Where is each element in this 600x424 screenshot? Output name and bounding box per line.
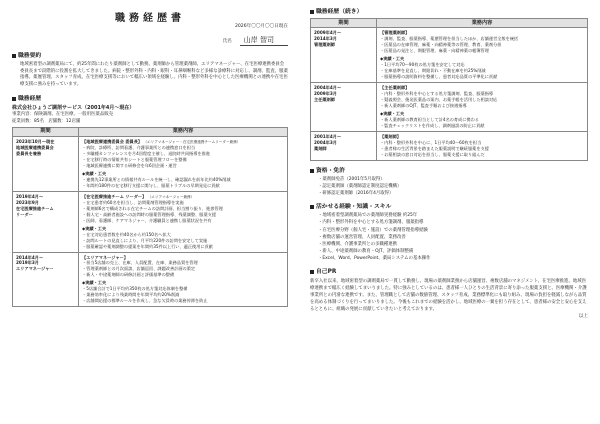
skills-heading-text: 活かせる経験・知識・スキル — [316, 204, 392, 211]
employees-line: 従業員数：85名 店舗数：12店舗 — [12, 118, 81, 124]
achievement-item: ・連携先12事業所との情報共有ルールを統一し、確認漏れを前年比約40%削減 — [82, 176, 231, 182]
achievement-heading: ◆実績・工夫 — [82, 170, 107, 176]
period-line: 在宅医療推進チーム — [16, 205, 54, 211]
col-content: 業務内容 — [377, 19, 588, 28]
duty-item: ・疑義照会、後発医薬品の案内、お薬手帳を活用した相談対応 — [380, 96, 498, 102]
name-row — [12, 35, 288, 46]
duty-item: ・新人・中途薬剤師の研修計画と評価基準の整備 — [82, 272, 175, 278]
pr-heading — [310, 268, 588, 276]
duty-item: ・調剤、監査、服薬指導、薬歴管理を担当したほか、店舗運営全般を統括 — [380, 36, 519, 42]
content-cell — [377, 83, 588, 132]
period-line: エリアマネージャー — [16, 266, 54, 272]
duty-item: ・医薬品の発注と、期限管理、麻薬・向精神薬の帳簿管理 — [380, 48, 489, 54]
duty-item: ・担当5店舗の売上、在庫、人員配置、在庫、業務品質を管理 — [82, 260, 198, 266]
col-period: 期間 — [13, 128, 79, 137]
period-line: 2014年4月～ — [16, 254, 44, 260]
summary-heading — [12, 52, 288, 60]
period-line: 2023年9月 — [16, 199, 39, 205]
role-subtitle: （エリアマネージャー・在宅医療連携チームリーダー兼務） — [143, 140, 241, 145]
duty-item: ・患者様の生活背景を踏まえた服薬説明で継続服薬を支援 — [380, 145, 489, 151]
role-title: 【地域医療連携委員会 委員長】 — [82, 139, 143, 145]
period-cell — [13, 252, 79, 307]
period-line: 2004年4月～ — [314, 85, 342, 91]
list-item: ・研修認定薬剤師（2016年4月取得） — [318, 190, 394, 196]
duty-item: ・新人薬剤師のOJT、監査手順および接遇指導 — [380, 102, 467, 108]
square-bullet-icon — [310, 205, 314, 209]
content-cell — [79, 252, 288, 307]
achievement-item: ・5店舗合計で1日平均約350枚の処方箋対応体制を整備 — [82, 286, 188, 292]
achievement-item: ・業務効率化により残業時間を年間平均約20%削減 — [82, 292, 180, 298]
period-line: 2009年4月～ — [314, 30, 342, 36]
table-row — [311, 131, 588, 160]
name-label: 氏名 — [222, 38, 232, 44]
skills-list — [310, 212, 588, 261]
history-heading — [12, 95, 288, 103]
content-cell — [377, 28, 588, 83]
square-bullet-icon — [310, 169, 314, 173]
period-line: 2019年4月～ — [16, 193, 44, 199]
career-table-2 — [310, 18, 588, 160]
page-title: 職務経歴書 — [115, 13, 185, 24]
duty-item: ・内科・整形外科を中心とする処方箋調剤、監査、服薬指導 — [380, 90, 494, 96]
period-cell — [13, 137, 79, 192]
square-bullet-icon — [310, 10, 314, 14]
career-table-1 — [12, 127, 288, 307]
company-name: 株式会社ひょうご調剤サービス（2001年4月～現在） — [12, 105, 135, 112]
achievement-heading: ◆実績・工夫 — [380, 56, 405, 62]
content-cell — [377, 131, 588, 160]
table-row — [13, 191, 288, 252]
period-line: 2014年3月 — [314, 36, 337, 42]
period-cell — [311, 28, 377, 83]
achievement-heading: ◆実績・工夫 — [380, 110, 405, 116]
col-period: 期間 — [311, 19, 377, 28]
period-line: 2009年3月 — [314, 90, 337, 96]
role-title: 【主任薬剤師】 — [380, 85, 410, 91]
period-line: 2023年10月～現在 — [16, 139, 55, 145]
period-cell — [311, 83, 377, 132]
list-item: ・内科・整形外科を中心とする処方箋調剤、服薬指導 — [318, 220, 424, 226]
achievement-item: ・在宅対応患者数を約40名から約150名へ拡大 — [82, 231, 171, 237]
duty-item: ・個人宅・高齢者施設への訪問時の服薬管理指導、残薬調整、服薬支援 — [82, 211, 217, 217]
continued-heading — [310, 8, 588, 16]
content-cell — [79, 191, 288, 252]
duty-item: ・在宅移行時の情報共有シートと服薬管理フローを整備 — [82, 157, 187, 163]
business-line: 事業内容：保険調剤、在宅医療、一般用医薬品販売 — [12, 112, 113, 118]
square-bullet-icon — [12, 97, 16, 101]
achievement-item: ・新人薬剤師の教育担当として計4名の育成に携わる — [380, 116, 479, 122]
period-line: 2001年4月～ — [314, 133, 342, 139]
list-item: ・医療機関、介護事業所との多職種連携 — [318, 241, 398, 247]
role-title: 【管理薬剤師】 — [380, 30, 410, 36]
list-item: ・Excel、Word、PowerPoint、薬局システムの基本操作 — [318, 255, 431, 261]
period-line: 地域医療連携委員会 — [16, 144, 54, 150]
list-item: ・薬剤師免許（2001年5月取得） — [318, 176, 385, 182]
period-line: 主任薬剤師 — [314, 96, 335, 102]
achievement-item: ・服薬確認や薬剤調整の提案を年間約35件以上行い、適正使用に貢献 — [82, 243, 213, 249]
duty-item: ・多職種カンファレンスを月4回程度主催し、退院時共同指導を推進 — [82, 151, 210, 157]
history-heading-text: 職務経歴 — [18, 95, 42, 102]
duty-item: ・お薬相談の窓口対応を担当し、服薬支援に取り組んだ — [380, 151, 485, 157]
continued-heading-text: 職務経歴（続き） — [316, 9, 363, 15]
licenses-heading — [310, 167, 588, 175]
end-mark: 以上 — [578, 314, 588, 320]
role-title: 【薬剤師】 — [380, 133, 401, 139]
achievement-item: ・監査チェックリストを作成し、調剤過誤の防止に貢献 — [380, 122, 485, 128]
achievement-item: ・店舗間応援の標準ルールを作成し、急な欠員時の業務停滞を防止 — [82, 298, 208, 304]
pr-heading-text: 自己PR — [316, 268, 337, 275]
achievement-item: ・在庫基準を見直し、期限切れ・不動在庫を約25%削減 — [380, 68, 486, 74]
role-subtitle: （エリアマネージャー兼務） — [147, 194, 195, 199]
pr-text: 新卒入社以来、地域密着型の調剤薬局で一貫して勤務し、現場の薬剤師業務から店舗運営、複数店舗のマネジメント、在宅医療推進、地域医療連携まで幅広く経験してまいりました。特に強みとしているのは、患者様一人ひとりの生活背景に寄り添った服薬支援と、医療機関・介護事業所との円滑な連携です。また、管理職として店舗の数値管理、スタッフ育成、業務標準化にも取り組み、現場の負担を軽減しながら品質を高める体制づくりを行ってまいりました。今後もこれまでの経験を活かし、地域医療の一翼を担う存在として、患者様の安全と安心を支えるとともに、組織の発展に貢献していきたいと考えております。 — [310, 279, 587, 313]
list-item: ・複数店舗の運営管理、人員配置、業務改善 — [318, 234, 406, 240]
achievement-item: ・訪問ルートの見直しにより、月平均220件の訪問を安定して実施 — [82, 237, 208, 243]
square-bullet-icon — [12, 54, 16, 58]
licenses-list — [310, 176, 588, 197]
period-cell — [311, 131, 377, 160]
table-row — [13, 252, 288, 307]
period-line: 薬剤師 — [314, 145, 327, 151]
table-row — [311, 83, 588, 132]
period-cell — [13, 191, 79, 252]
period-line: リーダー — [16, 211, 33, 217]
duty-item: ・医師、看護師、ケアマネジャー、介護職員と連携し服薬状況を共有 — [82, 217, 212, 223]
duty-item: ・内科・整形外科を中心に、1日平均40～60枚を担当 — [380, 139, 482, 145]
period-line: 2019年3月 — [16, 260, 39, 266]
resume-page-2 — [300, 0, 600, 424]
duty-item: ・管理薬剤師との月次面談、店舗巡回、課題改善計画の策定 — [82, 266, 196, 272]
content-cell — [79, 137, 288, 192]
skills-heading — [310, 203, 588, 211]
col-content: 業務内容 — [79, 128, 288, 137]
name-value: 山岸 智司 — [240, 35, 288, 46]
role-title: 【在宅医療推進チーム リーダー】 — [82, 193, 147, 199]
table-header-row — [13, 128, 288, 137]
duty-item: ・在宅患者約60名を担当し、訪問薬剤管理指導を実施 — [82, 199, 184, 205]
table-row — [13, 137, 288, 192]
period-line: 委員長を兼務 — [16, 150, 42, 156]
achievement-item: ・1日平均70～90枚の処方箋を安定して対応 — [380, 62, 465, 68]
duty-item: ・薬剤師6名で構成される在宅チームの訪問計画、担当割り振り、進捗管理 — [82, 205, 223, 211]
duty-item: ・地域医療連携に関する研修会を年6回企画・運営 — [82, 162, 177, 168]
list-item: ・地域密着型調剤薬局での薬剤師実務経験 約25年 — [318, 213, 418, 219]
square-bullet-icon — [310, 270, 314, 274]
duty-item: ・医薬品の在庫管理、麻薬・向精神薬等の管理、教育、薬剤分担 — [380, 42, 502, 48]
period-line: 管理薬剤師 — [314, 42, 335, 48]
role-title: 【エリアマネージャー】 — [82, 254, 128, 260]
table-row — [311, 28, 588, 83]
summary-text: 地域密着型の調剤薬局にて、約25年間にわたり薬剤師として勤務。薬剤師から管理薬剤師、エリアマネージャー、在宅医療連携委員会委員長まで段階的に役割を拡大してきました。病院・整形外科・内科・眼科・耳鼻咽喉科など多様な診療科に対応し、調剤、監査、服薬指導、薬歴管理、スタッフ育成、在宅医療支援等において幅広い領域を経験し、内科・整形外科を中心とした医療機関との連携や在宅医療支援に強みを持っています。 — [20, 62, 288, 88]
summary-heading-text: 職務要約 — [18, 52, 42, 59]
achievement-heading: ◆実績・工夫 — [82, 225, 107, 231]
licenses-heading-text: 資格・免許 — [316, 167, 345, 174]
list-item: ・新人、中途薬剤師の教育・OJT、評価体制整備 — [318, 248, 414, 254]
period-line: 2004年3月 — [314, 139, 337, 145]
date-line: 2026年〇〇月〇〇日現在 — [234, 24, 288, 29]
duty-item: ・病院、診療所、訪問看護、介護事業所との連携窓口を担当 — [82, 145, 196, 151]
achievement-item: ・年間約180件の在宅移行支援に関与し、服薬トラブルの早期発見に貢献 — [82, 182, 220, 188]
achievement-heading: ◆実績・工夫 — [82, 280, 107, 286]
list-item: ・認定薬剤師（薬剤師認定制度認定機構） — [318, 183, 402, 189]
list-item: ・在宅医療分野（個人宅・施設）での薬剤管理指導経験 — [318, 227, 428, 233]
table-header-row — [311, 19, 588, 28]
achievement-item: ・服薬指導の説明資料を整備し、患者対応品質の平準化に貢献 — [380, 74, 498, 80]
